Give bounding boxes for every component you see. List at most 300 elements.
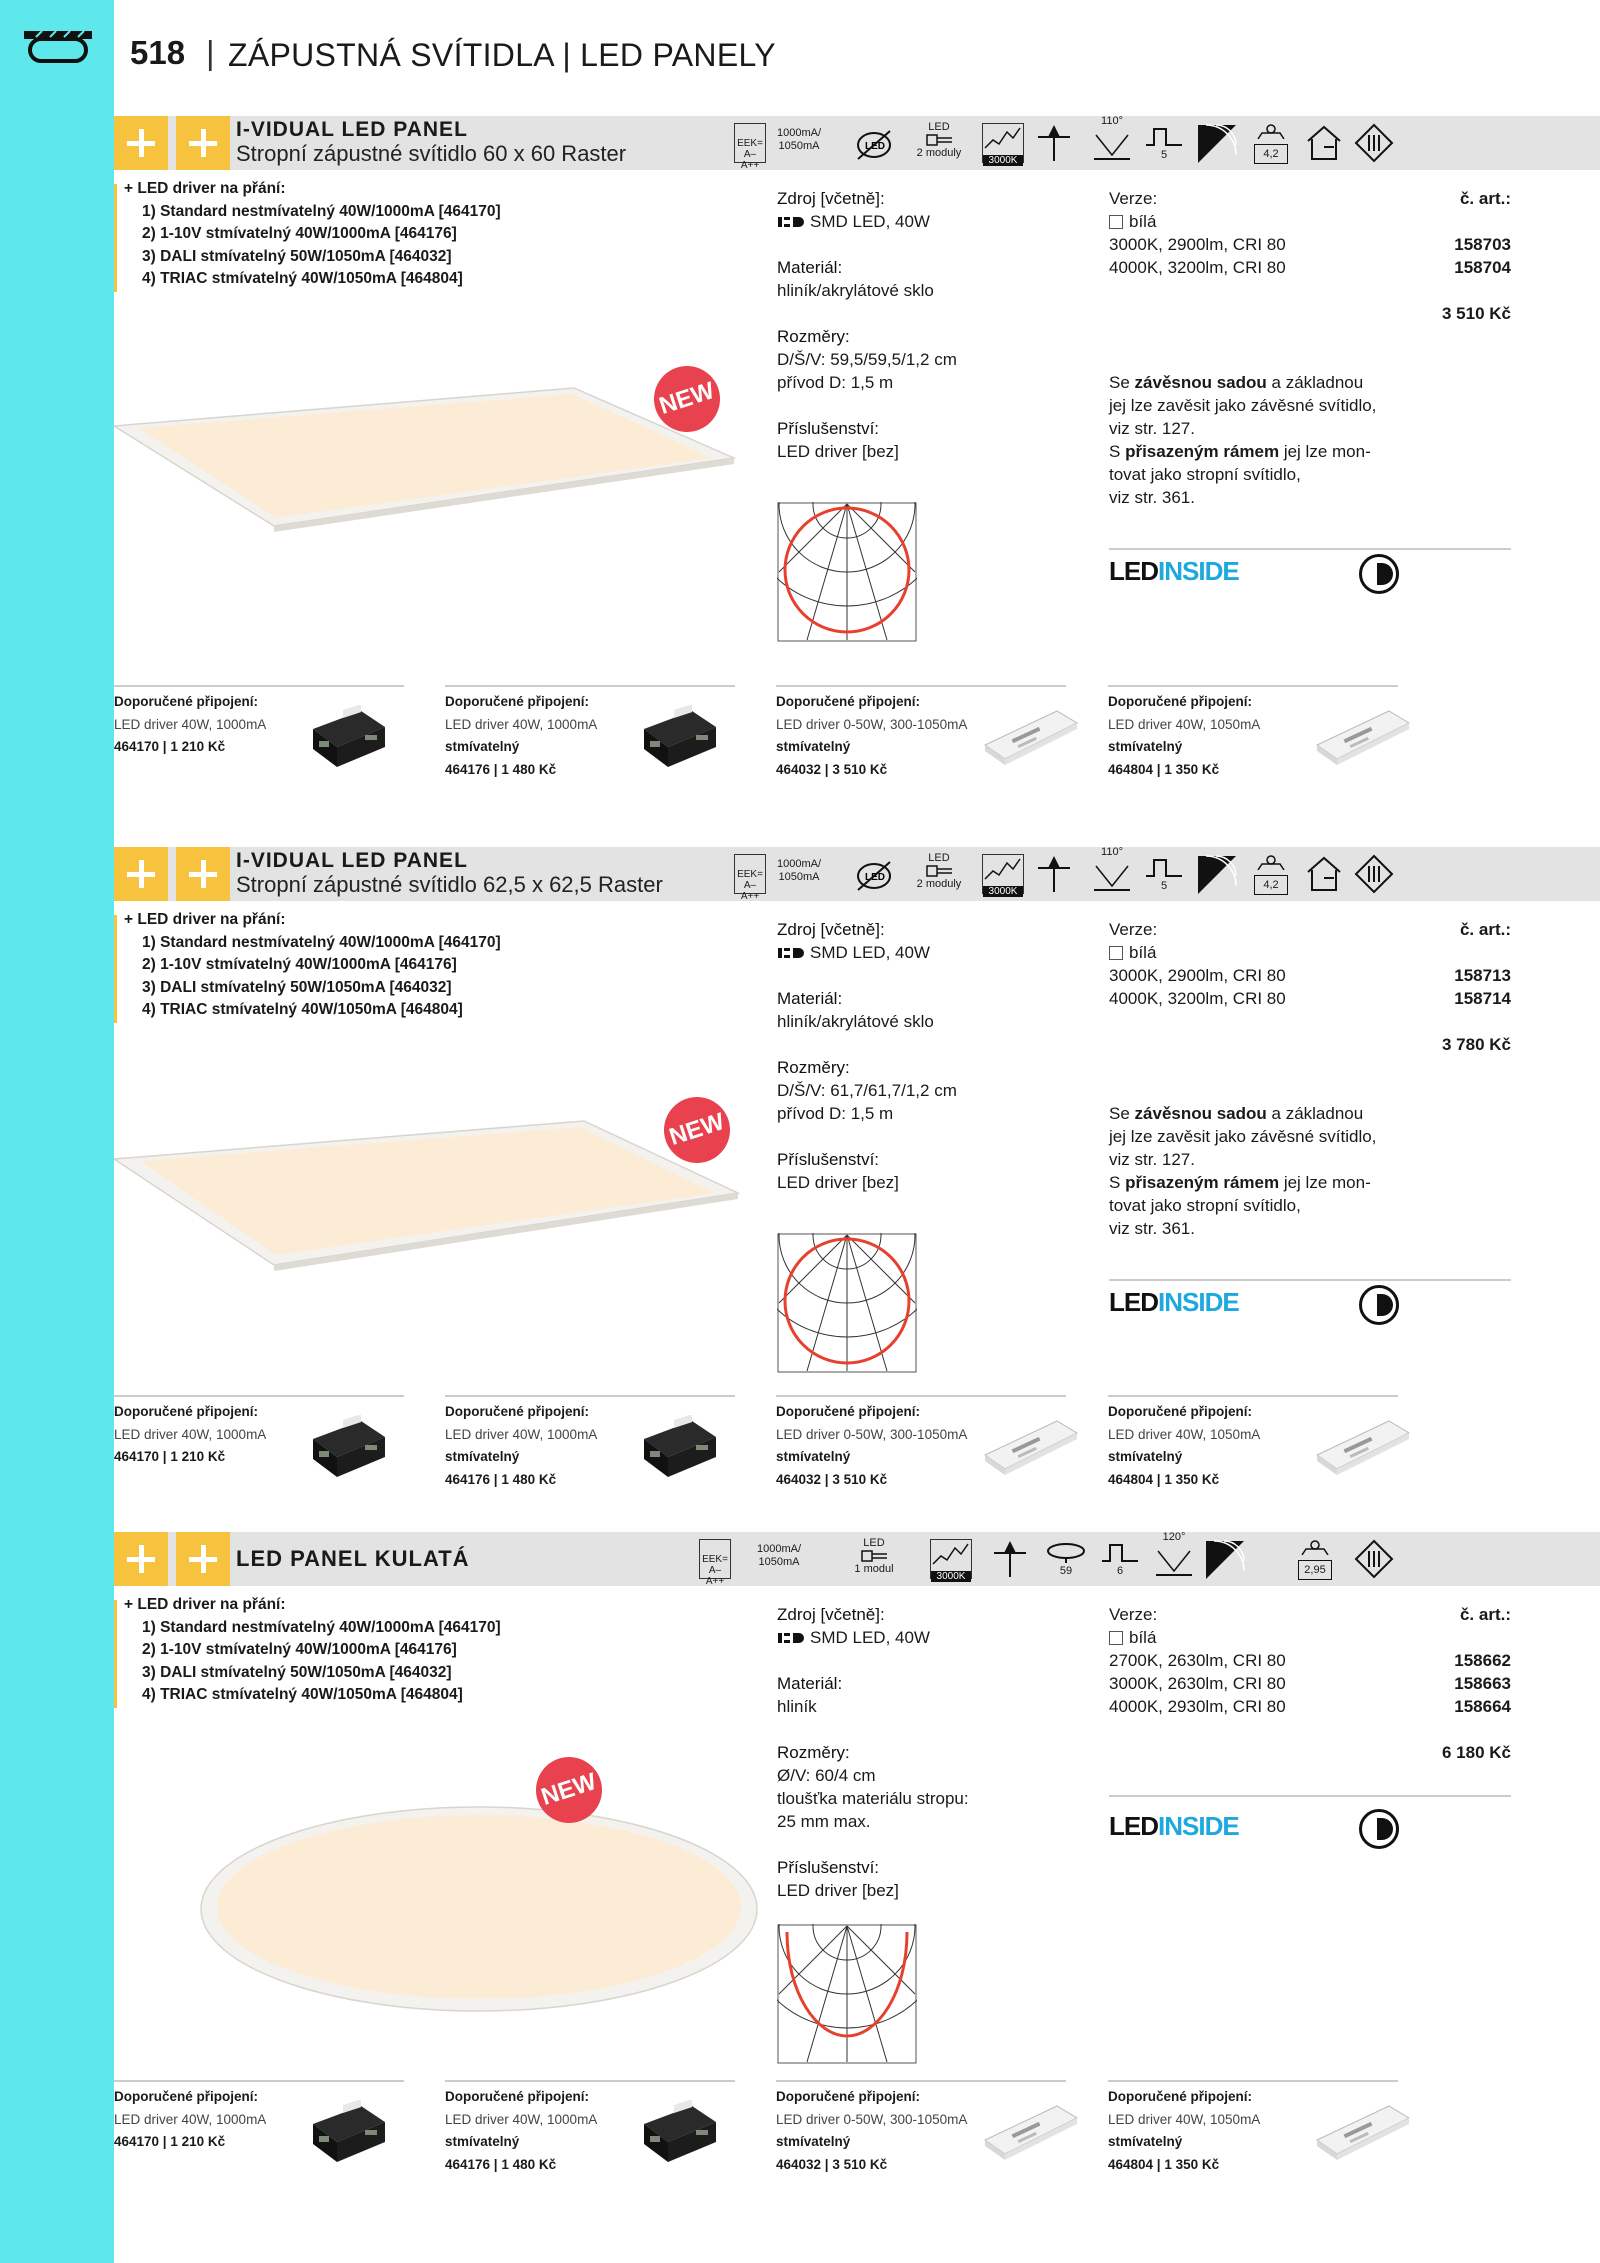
divider [1109,1279,1511,1281]
led-inside-led: LED [1109,1287,1158,1317]
driver-options-heading [124,1594,501,1617]
led-icon [777,946,807,960]
accessory-divider [776,2080,1066,2082]
driver-heading-text: LED driver na přání: [137,180,286,197]
accessory-label: Doporučené připojení: [114,1404,259,1419]
versions-header [1109,1603,1511,1626]
driver-option: 2) 1-10V stmívatelný 40W/1000mA [464176] [142,225,457,242]
weight-icon [1298,1539,1332,1579]
modules-label: 1 modul [854,1563,894,1575]
accessory-desc: LED driver 40W, 1050mA [1108,1426,1261,1442]
source-label: Zdroj [včetně]: [777,189,885,208]
versions-header [1109,187,1511,210]
polar-light-diagram [777,502,917,642]
mounting-note [1109,371,1511,509]
accessory-code-price: 464032 | 3 510 Kč [776,1471,888,1487]
note-bold: závěsnou sadou [1134,373,1267,392]
version-row [1109,1672,1511,1695]
dimensions-line: přívod D: 1,5 m [777,373,894,392]
beam-angle-icon [1154,1547,1194,1579]
note-text: S [1109,1173,1126,1192]
source-value-text: SMD LED, 40W [810,943,930,962]
accent-rule [114,1600,117,1708]
current-label: 1000mA/ 1050mA [776,127,822,152]
accessory-divider [1108,1395,1398,1397]
no-dimming-led-icon [854,127,894,163]
driver-image [640,1415,720,1479]
accessory-dimmable: stmívatelný [1108,1449,1183,1464]
energy-class-label: EEK= A–A++ [702,1554,728,1587]
versions-header [1109,918,1511,941]
weight-label: 4,2 [1254,875,1288,895]
led-module-icon [926,134,954,146]
driver-photo [1313,705,1413,774]
led-inside-logo [1109,556,1239,587]
accessory-code-price: 464170 | 1 210 Kč [114,739,226,754]
energy-class-label: EEK= A–A++ [737,138,763,171]
version-desc: 3000K, 2900lm, CRI 80 [1109,966,1286,985]
accessory-dimmable: stmívatelný [1108,739,1183,754]
dimensions-line: Ø/V: 60/4 cm [777,1766,876,1785]
material-label: Materiál: [777,1674,843,1693]
accessory-desc: LED driver 40W, 1000mA [445,1426,598,1442]
version-desc: 4000K, 3200lm, CRI 80 [1109,258,1286,277]
dimensions-line: přívod D: 1,5 m [777,1104,894,1123]
price: 3 780 Kč [1442,1035,1511,1054]
driver-photo [981,1415,1081,1484]
article-label: č. art.: [1459,1605,1511,1624]
driver-option: 2) 1-10V stmívatelný 40W/1000mA [464176] [142,956,457,973]
driver-option: 2) 1-10V stmívatelný 40W/1000mA [464176] [142,1641,457,1658]
color-swatch [1109,215,1123,229]
dimensions-line: D/Š/V: 59,5/59,5/1,2 cm [777,350,957,369]
cutout-label: 59 [1059,1565,1073,1577]
accessories-value: LED driver [bez] [777,1173,899,1192]
light-distribution-icon [1204,1539,1246,1581]
accessory-divider [776,685,1066,687]
protection-class-iii-icon [1354,1539,1394,1579]
note-text: jej lze mon- [1279,1173,1371,1192]
dimensions-label: Rozměry: [777,1743,850,1762]
version-row [1109,1649,1511,1672]
driver-heading-text: LED driver na přání: [137,911,286,928]
mounting-note [1109,1102,1511,1240]
color-option [1109,210,1511,233]
divider [1109,548,1511,550]
material-value: hliník/akrylátové sklo [777,1012,934,1031]
accessory-code-price: 464170 | 1 210 Kč [114,1449,226,1464]
color-temperature-icon [982,123,1024,166]
driver-option: 1) Standard nestmívatelný 40W/1000mA [464170] [142,933,501,951]
sidebar-stripe [0,0,114,2263]
driver-photo [309,705,389,774]
driver-heading-text: LED driver na přání: [137,1596,286,1613]
driver-photo [981,2100,1081,2169]
light-distribution-icon [1196,123,1238,165]
color-value: bílá [1129,943,1157,962]
ip-label: 6 [1116,1565,1124,1577]
version-row [1109,987,1511,1010]
color-option [1109,941,1511,964]
accessory-label: Doporučené připojení: [1108,1404,1253,1419]
accessory-divider [445,685,735,687]
accessories-value: LED driver [bez] [777,1881,899,1900]
article-number: 158664 [1454,1697,1511,1716]
dimensions-line: D/Š/V: 61,7/61,7/1,2 cm [777,1081,957,1100]
new-badge: NEW [655,1088,738,1171]
accessory-divider [114,2080,404,2082]
material-label: Materiál: [777,989,843,1008]
accent-rule [114,915,117,1023]
price: 3 510 Kč [1442,304,1511,323]
accessory-divider [114,1395,404,1397]
material-label: Materiál: [777,258,843,277]
accessory-label: Doporučené připojení: [445,2089,590,2104]
accessory-label: Doporučené připojení: [114,694,259,709]
product-subtitle: Stropní zápustné svítidlo 60 x 60 Raster [236,141,627,166]
spec-column [777,1603,969,1902]
spec-icons [114,1531,1600,1587]
article-number: 158714 [1454,989,1511,1008]
accessory-desc: LED driver 40W, 1000mA [445,2111,598,2127]
version-row [1109,233,1511,256]
accessory-dimmable: stmívatelný [776,1449,851,1464]
led-inside-led: LED [1109,556,1158,586]
driver-option: 4) TRIAC stmívatelný 40W/1050mA [464804] [142,1001,463,1018]
spec-column [777,187,957,463]
weight-label: 2,95 [1298,1560,1332,1580]
note-bold: přisazeným rámem [1125,1173,1280,1192]
driver-option: 3) DALI stmívatelný 50W/1050mA [464032] [142,978,452,996]
recessed-light-icon [22,27,94,67]
driver-options [124,178,501,291]
accessory-code-price: 464170 | 1 210 Kč [114,2134,226,2149]
accessory-code-price: 464176 | 1 480 Kč [445,1471,557,1487]
downlight-arrow-icon [990,1539,1030,1579]
note-line: tovat jako stropní svítidlo, [1109,465,1301,484]
led-panel-image [114,1097,754,1297]
driver-image [309,705,389,769]
svg-text:LED: LED [865,872,885,883]
accessory-desc: LED driver 0-50W, 300-1050mA [776,1426,968,1442]
note-text: jej lze mon- [1279,442,1371,461]
versions-label: Verze: [1109,920,1158,939]
driver-photo [309,2100,389,2169]
driver-image [1313,705,1413,769]
led-icon [777,1631,807,1645]
note-line: jej lze zavěsit jako závěsné svítidlo, [1109,1127,1377,1146]
dimensions-line: tloušťka materiálu stropu: [777,1789,969,1808]
versions-label: Verze: [1109,189,1158,208]
round-led-panel-image [164,1797,804,2037]
driver-option: 4) TRIAC stmívatelný 40W/1050mA [464804] [142,1686,463,1703]
article-number: 158704 [1454,258,1511,277]
version-desc: 3000K, 2630lm, CRI 80 [1109,1674,1286,1693]
article-number: 158662 [1454,1651,1511,1670]
accessory-label: Doporučené připojení: [776,694,921,709]
led-inside-text: INSIDE [1158,1811,1239,1841]
cutout-icon [1044,1541,1088,1565]
dimensions-label: Rozměry: [777,327,850,346]
versions-column [1109,187,1511,509]
source-value-text: SMD LED, 40W [810,1628,930,1647]
article-label: č. art.: [1459,189,1511,208]
article-label: č. art.: [1459,920,1511,939]
material-value: hliník/akrylátové sklo [777,281,934,300]
ip-label: 5 [1160,880,1168,892]
led-inside-text: INSIDE [1158,556,1239,586]
source-label: Zdroj [včetně]: [777,1605,885,1624]
protection-class-icon [1100,1541,1140,1563]
version-desc: 4000K, 2930lm, CRI 80 [1109,1697,1286,1716]
accessory-desc: LED driver 40W, 1050mA [1108,716,1261,732]
header-separator: | [206,34,215,71]
accessory-code-price: 464804 | 1 350 Kč [1108,761,1220,777]
accessory-divider [445,1395,735,1397]
version-row [1109,256,1511,279]
modules-label: 2 moduly [916,878,962,890]
led-icon [777,215,807,229]
indoor-use-icon [1304,125,1344,161]
accessory-desc: LED driver 40W, 1000mA [114,2111,267,2127]
accessory-label: Doporučené připojení: [1108,2089,1253,2104]
version-desc: 2700K, 2630lm, CRI 80 [1109,1651,1286,1670]
driver-image [981,705,1081,769]
spec-icons [114,115,1600,171]
accessories-label: Příslušenství: [777,419,880,438]
color-swatch [1109,946,1123,960]
beam-angle-icon [1092,131,1132,163]
led-inside-logo [1109,1811,1239,1842]
note-bold: závěsnou sadou [1134,1104,1267,1123]
article-number: 158703 [1454,235,1511,254]
driver-options [124,909,501,1022]
accessory-divider [1108,2080,1398,2082]
product-title: I-VIDUAL LED PANEL [236,849,468,872]
driver-image [640,2100,720,2164]
current-label: 1000mA/ 1050mA [756,1543,802,1568]
note-text: S [1109,442,1126,461]
energy-class-label: EEK= A–A++ [737,869,763,902]
dimensions-label: Rozměry: [777,1058,850,1077]
accessory-divider [1108,685,1398,687]
accessory-code-price: 464176 | 1 480 Kč [445,2156,557,2172]
driver-photo [640,705,720,774]
downlight-arrow-icon [1034,123,1074,163]
new-badge: NEW [527,1748,610,1831]
accessory-desc: LED driver 40W, 1000mA [114,716,267,732]
accessory-label: Doporučené připojení: [1108,694,1253,709]
color-temperature-icon [930,1539,972,1582]
accessory-desc: LED driver 40W, 1000mA [445,716,598,732]
page-title: ZÁPUSTNÁ SVÍTIDLA | LED PANELY [228,37,776,73]
new-badge: NEW [645,357,728,440]
driver-photo [1313,2100,1413,2169]
led-label: LED [928,852,950,864]
weight-icon [1254,123,1288,163]
dimmable-icon [1359,1285,1399,1325]
no-dimming-led-icon [854,858,894,894]
driver-image [1313,1415,1413,1479]
accessory-divider [445,2080,735,2082]
dimmable-icon [1359,554,1399,594]
polar-light-diagram [777,1233,917,1373]
modules-label: 2 moduly [916,147,962,159]
accessory-dimmable: stmívatelný [1108,2134,1183,2149]
plus-small-icon: + [124,180,138,197]
accessory-desc: LED driver 0-50W, 300-1050mA [776,716,968,732]
versions-column [1109,918,1511,1240]
article-number: 158713 [1454,966,1511,985]
driver-options [124,1594,501,1707]
protection-class-icon [1144,856,1184,878]
divider [1109,1795,1511,1797]
accessory-code-price: 464804 | 1 350 Kč [1108,1471,1220,1487]
current-label: 1000mA/ 1050mA [776,858,822,883]
price: 6 180 Kč [1442,1743,1511,1762]
plus-small-icon: + [124,1596,138,1613]
protection-class-iii-icon [1354,854,1394,894]
led-module-icon [861,1550,889,1562]
note-line: tovat jako stropní svítidlo, [1109,1196,1301,1215]
driver-photo [309,1415,389,1484]
cct-label: 3000K [931,1571,971,1582]
page-number: 518 [130,34,186,71]
accessory-dimmable: stmívatelný [445,1449,520,1464]
led-label: LED [928,121,950,133]
driver-image [309,1415,389,1479]
material-value: hliník [777,1697,817,1716]
accessory-dimmable: stmívatelný [445,739,520,754]
accessory-dimmable: stmívatelný [445,2134,520,2149]
protection-class-iii-icon [1354,123,1394,163]
accessory-label: Doporučené připojení: [776,1404,921,1419]
driver-option: 1) Standard nestmívatelný 40W/1000mA [464170] [142,1618,501,1636]
product-title: LED PANEL KULATÁ [236,1546,470,1571]
energy-class-icon [734,123,766,171]
note-line: viz str. 361. [1109,488,1195,507]
source-value [777,941,957,964]
dimmable-icon [1359,1809,1399,1849]
driver-options-heading [124,909,501,932]
polar-light-diagram [777,1924,917,2064]
version-desc: 4000K, 3200lm, CRI 80 [1109,989,1286,1008]
plus-small-icon: + [124,911,138,928]
led-label: LED [863,1537,885,1549]
driver-option: 3) DALI stmívatelný 50W/1050mA [464032] [142,1663,452,1681]
beam-angle-icon [1092,862,1132,894]
protection-class-icon [1144,125,1184,147]
accessory-code-price: 464032 | 3 510 Kč [776,761,888,777]
source-value [777,210,957,233]
beam-angle-label: 110° [1101,115,1123,127]
source-value [777,1626,969,1649]
accent-rule [114,184,117,292]
accessory-dimmable: stmívatelný [776,2134,851,2149]
led-inside-text: INSIDE [1158,1287,1239,1317]
svg-text:LED: LED [865,141,885,152]
accessory-divider [114,685,404,687]
version-desc: 3000K, 2900lm, CRI 80 [1109,235,1286,254]
accessory-divider [776,1395,1066,1397]
led-inside-led: LED [1109,1811,1158,1841]
accessory-code-price: 464032 | 3 510 Kč [776,2156,888,2172]
cct-label: 3000K [983,155,1023,166]
driver-photo [640,2100,720,2169]
article-number: 158663 [1454,1674,1511,1693]
driver-photo [640,1415,720,1484]
accessory-desc: LED driver 40W, 1050mA [1108,2111,1261,2127]
note-text: a základnou [1266,373,1364,392]
accessory-desc: LED driver 40W, 1000mA [114,1426,267,1442]
accessory-code-price: 464176 | 1 480 Kč [445,761,557,777]
driver-image [640,705,720,769]
color-temperature-icon [982,854,1024,897]
product-title: I-VIDUAL LED PANEL [236,118,468,141]
beam-angle-label: 120° [1162,1531,1186,1543]
indoor-use-icon [1304,856,1344,892]
note-line: viz str. 361. [1109,1219,1195,1238]
accessories-label: Příslušenství: [777,1150,880,1169]
driver-photo [981,705,1081,774]
ip-label: 5 [1160,149,1168,161]
note-text: a základnou [1266,1104,1364,1123]
source-label: Zdroj [včetně]: [777,920,885,939]
driver-option: 4) TRIAC stmívatelný 40W/1050mA [464804] [142,270,463,287]
versions-column [1109,1603,1511,1764]
beam-angle-label: 110° [1101,846,1123,858]
note-line: viz str. 127. [1109,419,1195,438]
energy-class-icon [734,854,766,902]
color-swatch [1109,1631,1123,1645]
driver-option: 3) DALI stmívatelný 50W/1050mA [464032] [142,247,452,265]
note-bold: přisazeným rámem [1125,442,1280,461]
accessory-desc: LED driver 0-50W, 300-1050mA [776,2111,968,2127]
driver-photo [1313,1415,1413,1484]
note-text: Se [1109,373,1135,392]
driver-image [1313,2100,1413,2164]
note-line: viz str. 127. [1109,1150,1195,1169]
weight-icon [1254,854,1288,894]
light-distribution-icon [1196,854,1238,896]
source-value-text: SMD LED, 40W [810,212,930,231]
weight-label: 4,2 [1254,144,1288,164]
spec-column [777,918,957,1194]
product-subtitle: Stropní zápustné svítidlo 62,5 x 62,5 Raster [236,872,663,897]
downlight-arrow-icon [1034,854,1074,894]
driver-image [981,2100,1081,2164]
note-text: Se [1109,1104,1135,1123]
accessory-label: Doporučené připojení: [114,2089,259,2104]
cct-label: 3000K [983,886,1023,897]
color-value: bílá [1129,212,1157,231]
led-module-icon [926,865,954,877]
color-option [1109,1626,1511,1649]
accessory-code-price: 464804 | 1 350 Kč [1108,2156,1220,2172]
color-value: bílá [1129,1628,1157,1647]
accessory-label: Doporučené připojení: [776,2089,921,2104]
version-row [1109,964,1511,987]
accessories-value: LED driver [bez] [777,442,899,461]
driver-image [309,2100,389,2164]
accessory-dimmable: stmívatelný [776,739,851,754]
accessories-label: Příslušenství: [777,1858,880,1877]
version-row [1109,1695,1511,1718]
led-inside-logo [1109,1287,1239,1318]
accessory-label: Doporučené připojení: [445,694,590,709]
driver-image [981,1415,1081,1479]
driver-option: 1) Standard nestmívatelný 40W/1000mA [464170] [142,202,501,220]
